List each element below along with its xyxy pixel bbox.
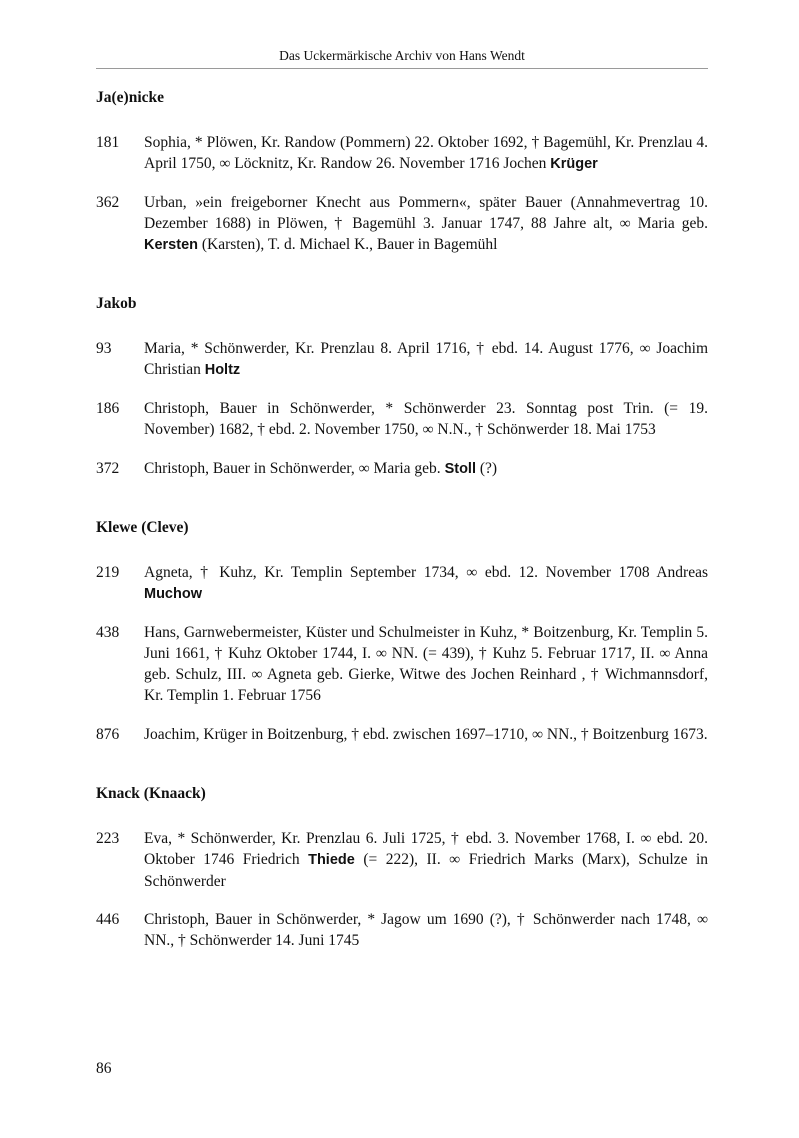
entry-number: 876	[96, 726, 120, 743]
entry-text-after: (Karsten), T. d. Michael K., Bauer in Bagemühl	[198, 236, 498, 253]
entry-text-main: Agneta, † Kuhz, Kr. Templin September 1734, ∞ ebd. 12. November 1708 Andreas	[144, 564, 708, 581]
genealogy-entry	[96, 132, 708, 175]
surname-highlight: Kersten	[144, 237, 198, 253]
entry-number: 362	[96, 194, 120, 211]
genealogy-entry	[96, 622, 708, 707]
family-section	[96, 86, 708, 256]
entry-text-main: Urban, »ein freigeborner Knecht aus Pommern«, später Bauer (Annahmevertrag 10. Dezember 1688) in Plöwen, † Bagemühl 3. Januar 1747, 88 Jahre alt, ∞ Maria geb.	[144, 194, 708, 232]
family-heading: Jakob	[96, 295, 137, 312]
entry-text	[144, 622, 708, 707]
entry-text-main: Eva, * Schönwerder, Kr. Prenzlau 6. Juli 1725, † ebd. 3. November 1768, I. ∞ ebd. 20. Oktober 1746 Friedrich	[144, 830, 708, 868]
running-header: Das Uckermärkische Archiv von Hans Wendt	[279, 48, 525, 63]
entry-text	[144, 909, 708, 952]
entry-text-main: Christoph, Bauer in Schönwerder, * Schönwerder 23. Sonntag post Trin. (= 19. November) 1682, † ebd. 2. November 1750, ∞ N.N., † Schönwerder 18. Mai 1753	[144, 400, 708, 438]
family-section	[96, 782, 708, 952]
entry-text	[144, 132, 708, 175]
page-number: 86	[96, 1060, 112, 1077]
family-heading: Klewe (Cleve)	[96, 519, 189, 536]
surname-highlight: Stoll	[444, 461, 476, 477]
genealogy-entry	[96, 828, 708, 892]
entry-number: 219	[96, 564, 120, 581]
surname-highlight: Holtz	[204, 362, 241, 378]
surname-highlight: Thiede	[308, 852, 355, 868]
entry-text	[144, 562, 708, 605]
entry-number: 93	[96, 340, 112, 357]
genealogy-entry	[96, 338, 708, 381]
entry-text-main: Christoph, Bauer in Schönwerder, ∞ Maria geb.	[144, 460, 445, 477]
entry-number: 446	[96, 911, 120, 928]
surname-highlight: Muchow	[144, 586, 202, 602]
entry-text-after: (?)	[475, 460, 498, 477]
genealogy-entry	[96, 909, 708, 952]
family-section	[96, 292, 708, 480]
entry-number: 372	[96, 460, 120, 477]
genealogy-entry	[96, 724, 708, 746]
page-content	[96, 86, 708, 988]
entry-text-main: Sophia, * Plöwen, Kr. Randow (Pommern) 22. Oktober 1692, † Bagemühl, Kr. Prenzlau 4. April 1750, ∞ Löcknitz, Kr. Randow 26. November 1716 Jochen	[144, 134, 708, 172]
header-divider	[96, 68, 708, 69]
entry-text	[144, 724, 708, 746]
entry-number: 438	[96, 624, 120, 641]
genealogy-entry	[96, 458, 708, 480]
family-heading: Ja(e)nicke	[96, 89, 165, 106]
family-section	[96, 516, 708, 746]
genealogy-entry	[96, 398, 708, 441]
entry-text-main: Joachim, Krüger in Boitzenburg, † ebd. zwischen 1697–1710, ∞ NN., † Boitzenburg 1673.	[144, 726, 708, 743]
genealogy-entry	[96, 192, 708, 256]
entry-text	[144, 458, 708, 480]
surname-highlight: Krüger	[550, 156, 598, 172]
entry-text-after: (= 222), II. ∞ Friedrich Marks (Marx), Schulze in Schönwerder	[144, 851, 708, 890]
genealogy-entry	[96, 562, 708, 605]
entry-text	[144, 828, 708, 892]
entry-number: 181	[96, 134, 120, 151]
family-heading: Knack (Knaack)	[96, 785, 206, 802]
entry-text	[144, 192, 708, 256]
entry-text-main: Christoph, Bauer in Schönwerder, * Jagow um 1690 (?), † Schönwerder nach 1748, ∞ NN., † Schönwerder 14. Juni 1745	[144, 911, 708, 949]
entry-text-main: Maria, * Schönwerder, Kr. Prenzlau 8. April 1716, † ebd. 14. August 1776, ∞ Joachim Christian	[144, 340, 708, 378]
entry-text	[144, 338, 708, 381]
entry-number: 186	[96, 400, 120, 417]
entry-number: 223	[96, 830, 120, 847]
entry-text-main: Hans, Garnwebermeister, Küster und Schulmeister in Kuhz, * Boitzenburg, Kr. Templin 5. Juni 1661, † Kuhz Oktober 1744, I. ∞ NN. (= 439), † Kuhz 5. Februar 1717, II. ∞ Anna geb. Schulz, III. ∞ Agneta geb. Gierke, Witwe des Jochen Reinhard , † Wichmannsdorf, Kr. Templin 1. Februar 1756	[144, 624, 708, 704]
entry-text	[144, 398, 708, 441]
